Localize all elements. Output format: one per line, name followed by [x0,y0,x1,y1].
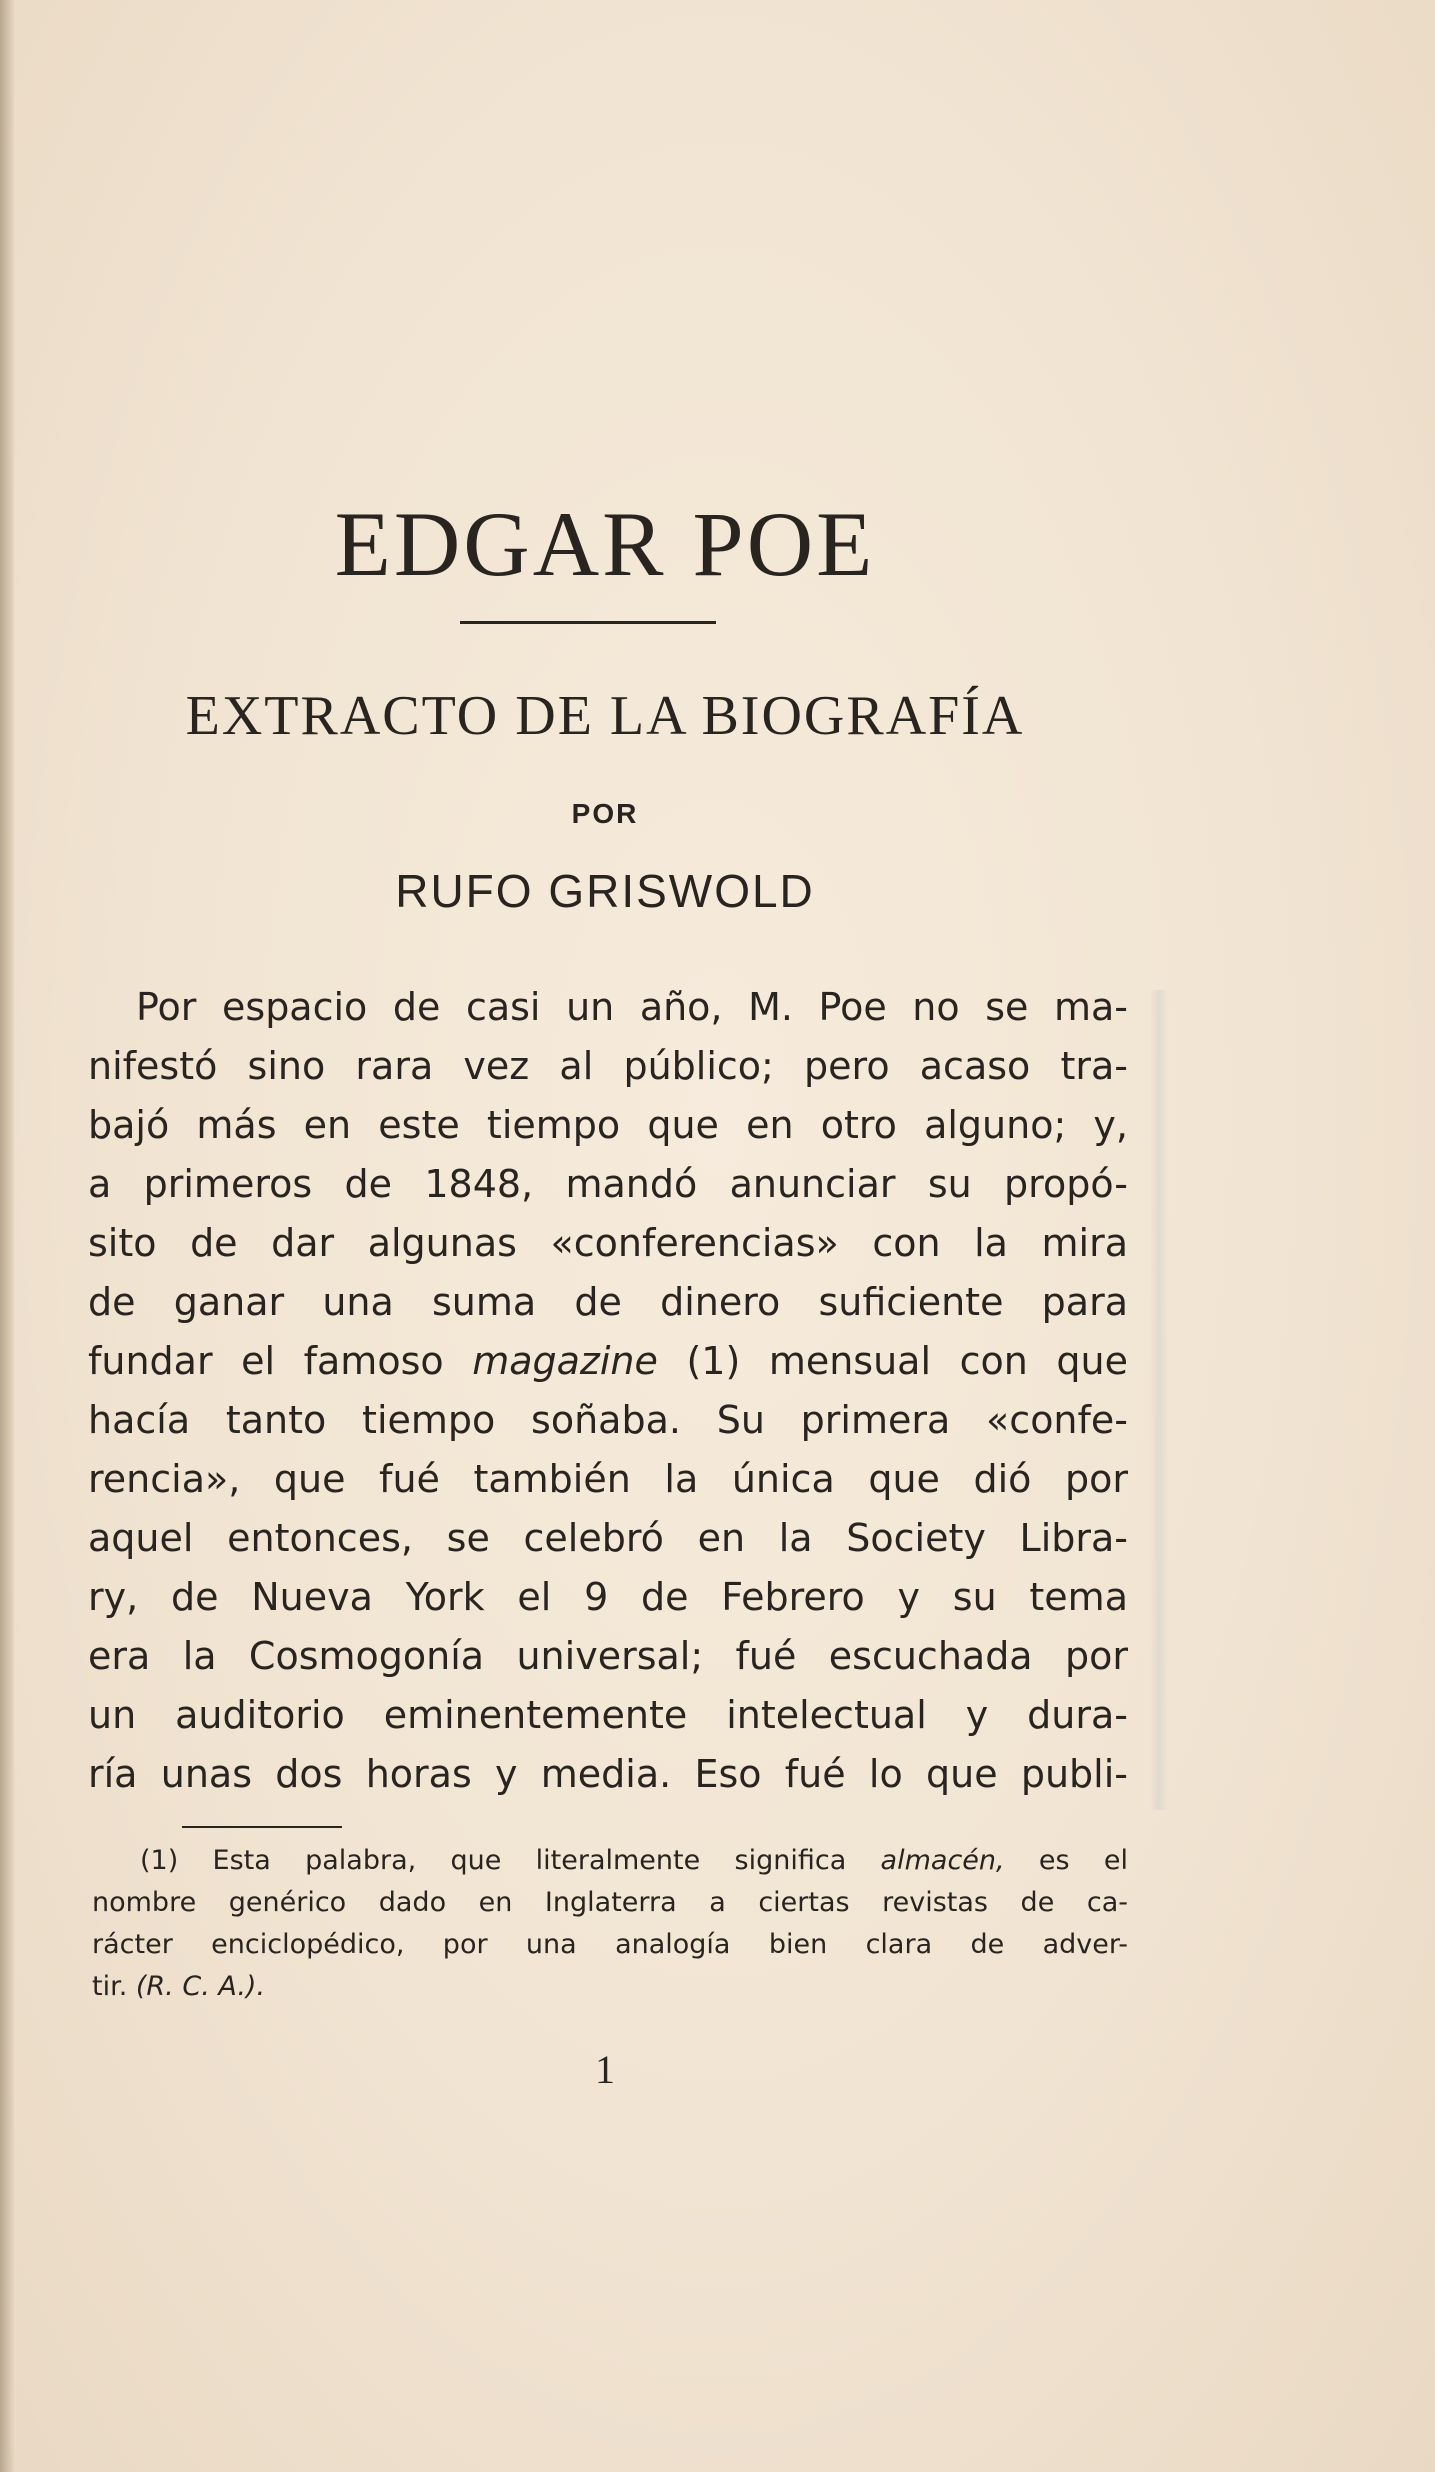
body-line: nifestó sino rara vez al público; pero acaso tra- [88,1044,1128,1088]
body-line: ry, de Nueva York el 9 de Febrero y su tema [88,1575,1128,1619]
footnote-text: tir. [92,1971,128,2002]
author-name: RUFO GRISWOLD [395,865,815,917]
body-line: a primeros de 1848, mandó anunciar su propó- [88,1162,1128,1206]
footnote-line [92,1840,1128,1882]
footnote-text: es el [1038,1845,1128,1876]
footnote-italic: almacén, [880,1845,1005,1876]
body-line: ría unas dos horas y media. Eso fué lo que publi- [88,1752,1128,1796]
footnote-line: nombre genérico dado en Inglaterra a ciertas revistas de ca- [92,1887,1128,1918]
body-line: de ganar una suma de dinero suficiente para [88,1280,1128,1324]
page-number: 1 [595,2047,615,2092]
footnote [92,1840,1128,2008]
body-line: Por espacio de casi un año, M. Poe no se ma- [136,985,1128,1029]
body-line: hacía tanto tiempo soñaba. Su primera «confe- [88,1398,1128,1442]
body-line: era la Cosmogonía universal; fué escuchada por [88,1634,1128,1678]
section-subtitle: EXTRACTO DE LA BIOGRAFÍA [185,685,1025,747]
footnote-text: Esta palabra, que literalmente significa [212,1845,847,1876]
footnote-divider [182,1826,342,1828]
footnote-italic: (R. C. A.). [135,1971,266,2002]
body-line [88,1332,1128,1391]
body-line: un auditorio eminentemente intelectual y dura- [88,1693,1128,1737]
body-text-fragment: el famoso [241,1339,444,1383]
page-edge-shadow [0,0,14,2472]
footnote-line [92,1966,1128,2008]
page-title: EDGAR POE [334,493,876,595]
body-line: sito de dar algunas «conferencias» con la mira [88,1221,1128,1265]
byline-por: POR [571,798,639,829]
body-line: aquel entonces, se celebró en la Society Libra- [88,1516,1128,1560]
body-text [88,978,1128,1804]
footnote-reference: (1) mensual con que [686,1339,1128,1383]
title-divider [460,621,716,624]
body-line: rencia», que fué también la única que dió por [88,1457,1128,1501]
ink-show-through [1150,990,1168,1810]
body-text-fragment: fundar [88,1339,213,1383]
italic-term: magazine [472,1339,658,1383]
footnote-marker: (1) [140,1845,179,1876]
body-line: bajó más en este tiempo que en otro alguno; y, [88,1103,1128,1147]
footnote-line: rácter enciclopédico, por una analogía bien clara de adver- [92,1929,1128,1960]
